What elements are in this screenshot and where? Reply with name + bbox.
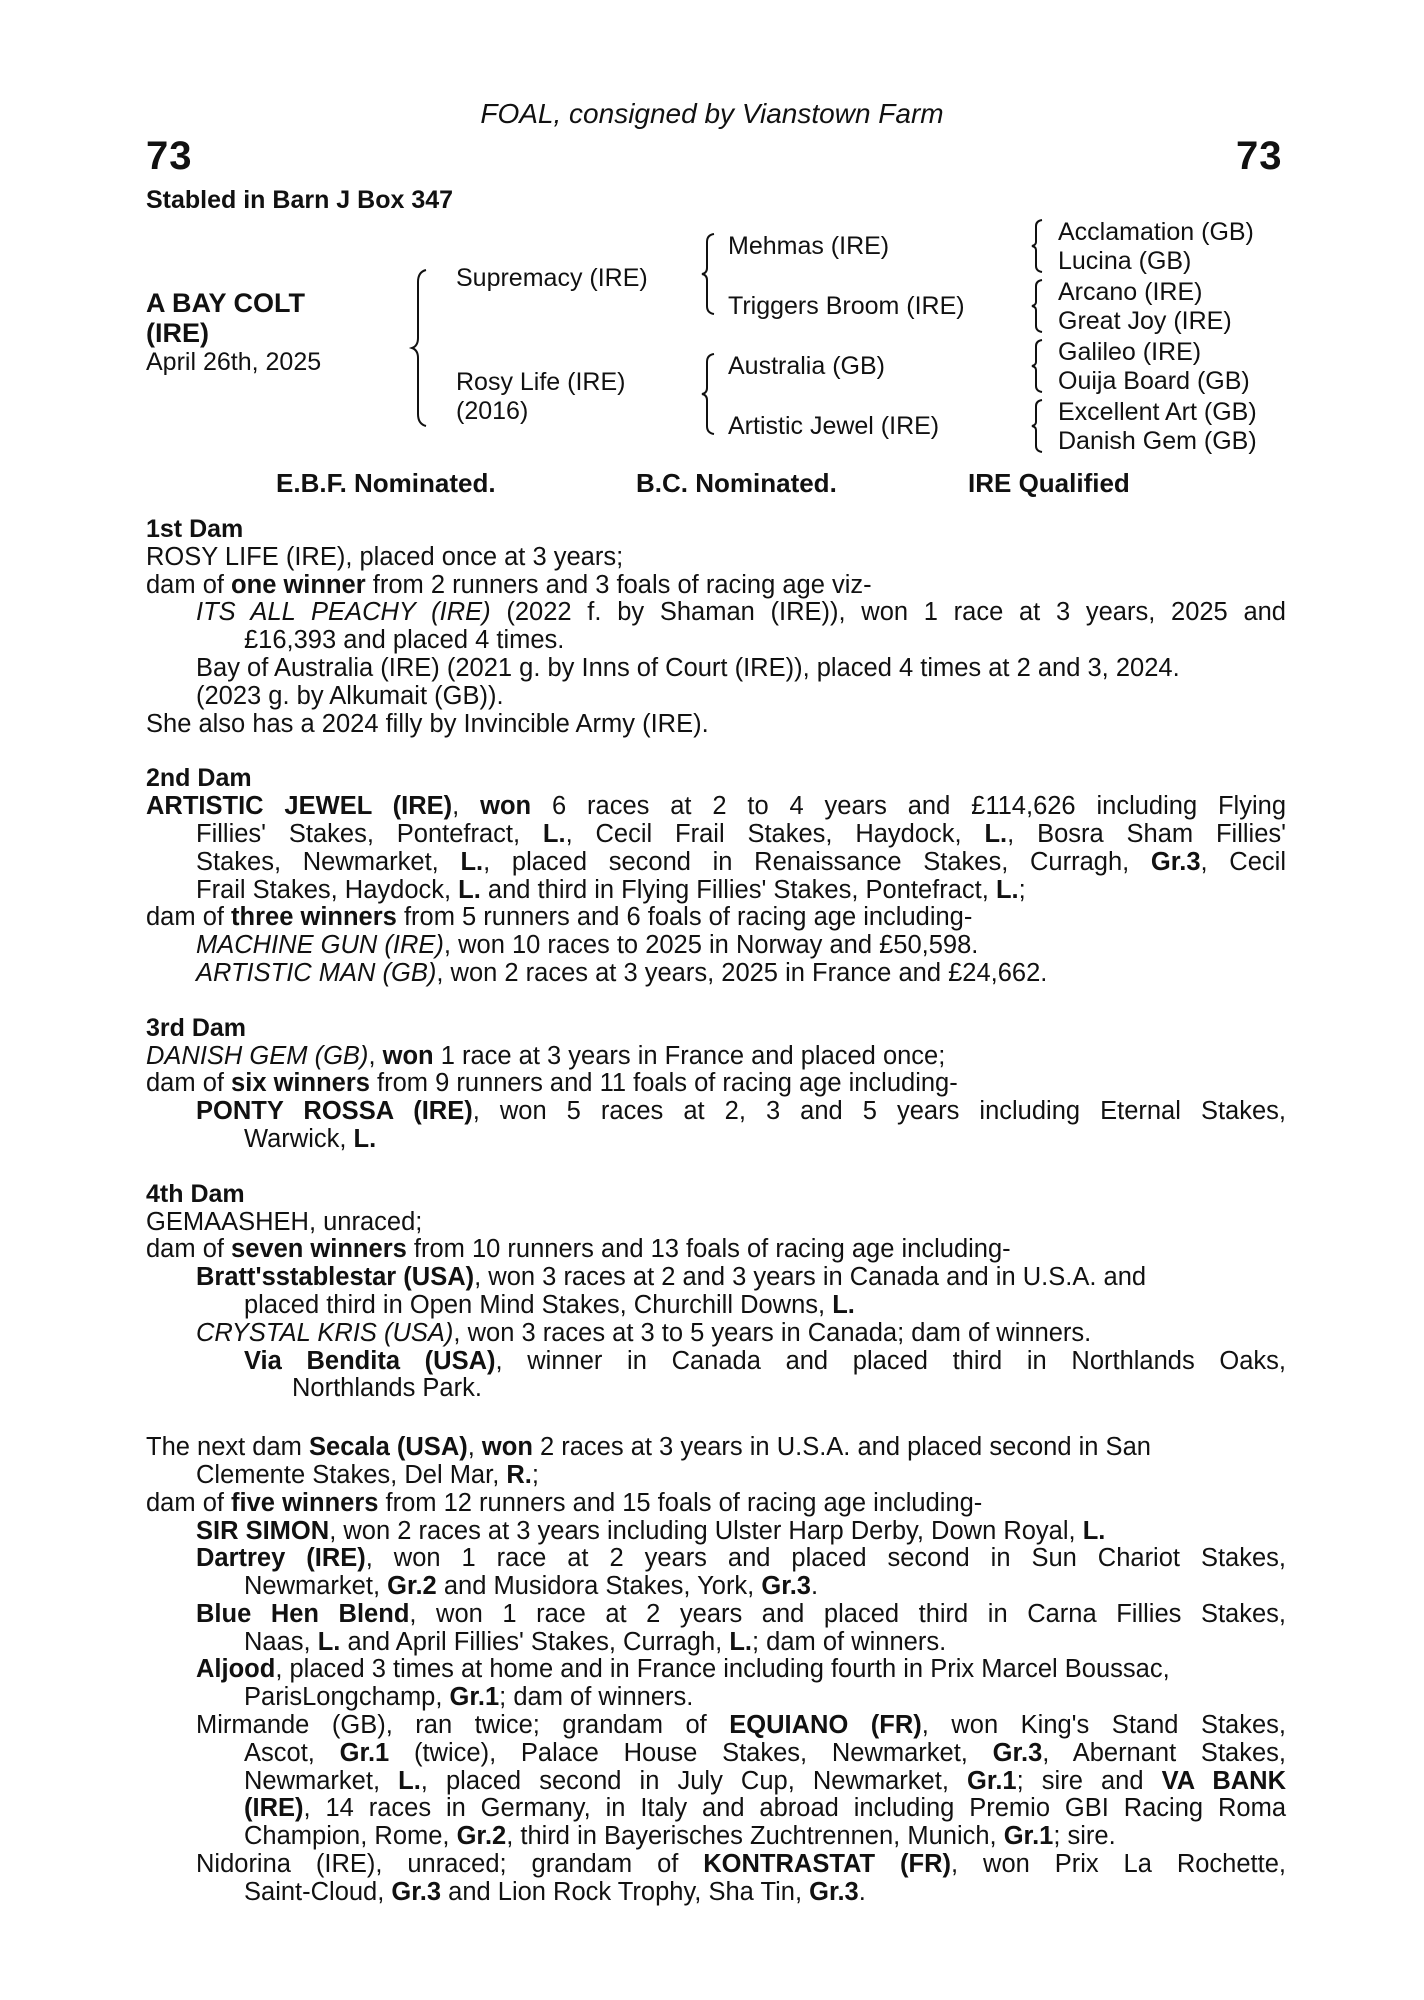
fourth-dam-section bbox=[146, 1181, 1286, 1403]
family-details bbox=[146, 516, 1286, 1907]
text: Gr.3 bbox=[1150, 847, 1201, 876]
text: , bbox=[452, 792, 481, 821]
progeny-entry: (2023 g. by Alkumait (GB)). bbox=[196, 681, 504, 710]
text: , placed second in Renaissance Stakes, Curragh, bbox=[483, 847, 1151, 876]
text: The next dam bbox=[146, 1433, 309, 1462]
text: L. bbox=[984, 819, 1008, 848]
text: . bbox=[810, 1572, 819, 1601]
progeny-name: Aljood bbox=[196, 1655, 276, 1684]
ancestor-g4: Excellent Art (GB) bbox=[1058, 398, 1257, 426]
text: six winners bbox=[231, 1069, 370, 1098]
text: L. bbox=[729, 1627, 752, 1656]
dam-year: (2016) bbox=[456, 397, 529, 425]
text: Frail Stakes, Haydock, bbox=[196, 875, 459, 904]
ancestor-g4: Danish Gem (GB) bbox=[1058, 427, 1257, 455]
progeny-name: Bratt'sstablestar (USA) bbox=[196, 1263, 475, 1292]
text: , won 3 races at 3 to 5 years in Canada; dam of winners. bbox=[453, 1318, 1092, 1347]
text: Gr.1 bbox=[339, 1738, 390, 1767]
text: Gr.2 bbox=[387, 1572, 437, 1601]
text: Newmarket, bbox=[244, 1766, 399, 1795]
sire-dam: Triggers Broom (IRE) bbox=[728, 292, 965, 320]
text: (twice), Palace House Stakes, Newmarket, bbox=[389, 1738, 993, 1767]
text: Gr.2 bbox=[456, 1822, 507, 1851]
progeny-name: Via Bendita (USA) bbox=[244, 1346, 496, 1375]
text: Clemente Stakes, Del Mar, bbox=[196, 1460, 507, 1489]
text: five winners bbox=[231, 1488, 379, 1517]
pedigree-brace-g3-4 bbox=[1030, 398, 1044, 454]
text: , won 10 races to 2025 in Norway and £50,598. bbox=[443, 931, 979, 960]
text: from 12 runners and 15 foals of racing age including- bbox=[378, 1488, 983, 1517]
ancestor-g4: Galileo (IRE) bbox=[1058, 338, 1202, 366]
text: L. bbox=[542, 819, 566, 848]
ancestor-g4: Ouija Board (GB) bbox=[1058, 367, 1250, 395]
dam-name: DANISH GEM (GB) bbox=[146, 1041, 369, 1070]
text: Gr.3 bbox=[992, 1738, 1043, 1767]
pedigree-brace-sire bbox=[700, 232, 716, 316]
text: 1 race at 3 years in France and placed once; bbox=[433, 1041, 946, 1070]
text: . bbox=[858, 1877, 866, 1906]
dam-line: GEMAASHEH, unraced; bbox=[146, 1207, 423, 1236]
dam-line: ROSY LIFE (IRE), placed once at 3 years; bbox=[146, 542, 624, 571]
text: (IRE) bbox=[244, 1794, 304, 1823]
progeny-name: SIR SIMON bbox=[196, 1516, 330, 1545]
text: , third in Bayerisches Zuchtrennen, Munich, bbox=[506, 1822, 1004, 1851]
next-dam-section bbox=[146, 1434, 1286, 1907]
text: Gr.3 bbox=[761, 1572, 811, 1601]
section-heading: 2nd Dam bbox=[146, 764, 252, 793]
dam-dam: Artistic Jewel (IRE) bbox=[728, 412, 940, 440]
text: , 14 races in Germany, in Italy and abroad including Premio GBI Racing Roma bbox=[303, 1794, 1286, 1823]
text: Northlands Park. bbox=[292, 1374, 482, 1403]
text: and April Fillies' Stakes, Curragh, bbox=[340, 1627, 730, 1656]
horse-origin: (IRE) bbox=[146, 318, 209, 348]
progeny-name: EQUIANO (FR) bbox=[729, 1711, 922, 1740]
section-heading: 1st Dam bbox=[146, 515, 244, 543]
text: Fillies' Stakes, Pontefract, bbox=[196, 819, 543, 848]
text: dam of bbox=[146, 570, 232, 599]
text: She also has a 2024 filly by Invincible Army (IRE). bbox=[146, 709, 709, 738]
text: Newmarket, bbox=[244, 1572, 388, 1601]
dam: Rosy Life (IRE) bbox=[456, 368, 626, 396]
third-dam-section bbox=[146, 1015, 1286, 1154]
text: , won 2 races at 3 years including Ulster Harp Derby, Down Royal, bbox=[329, 1516, 1083, 1545]
text: , bbox=[368, 1041, 383, 1070]
progeny-entry: Bay of Australia (IRE) (2021 g. by Inns of Court (IRE)), placed 4 times at 2 and 3, 2024. bbox=[196, 653, 1180, 682]
dam-name: ARTISTIC JEWEL (IRE) bbox=[146, 792, 453, 821]
text: 6 races at 2 to 4 years and £114,626 including Flying bbox=[531, 792, 1287, 821]
text: , won King's Stand Stakes, bbox=[921, 1711, 1286, 1740]
progeny-name: CRYSTAL KRIS (USA) bbox=[196, 1318, 454, 1347]
foaling-date: April 26th, 2025 bbox=[146, 348, 322, 376]
text: ; bbox=[1018, 875, 1026, 904]
text: ; sire and bbox=[1016, 1766, 1162, 1795]
text: dam of bbox=[146, 1069, 232, 1098]
sire-sire: Mehmas (IRE) bbox=[728, 232, 890, 260]
progeny-name: KONTRASTAT (FR) bbox=[703, 1850, 952, 1879]
text: (2022 f. by Shaman (IRE)), won 1 race at 3 years, 2025 and bbox=[490, 598, 1286, 627]
text: L. bbox=[353, 1124, 377, 1153]
ancestor-g4: Arcano (IRE) bbox=[1058, 278, 1203, 306]
text: dam of bbox=[146, 903, 232, 932]
text: Gr.1 bbox=[449, 1683, 500, 1712]
text: , winner in Canada and placed third in Northlands Oaks, bbox=[495, 1346, 1286, 1375]
text: Warwick, bbox=[244, 1124, 354, 1153]
text: ; dam of winners. bbox=[752, 1627, 947, 1656]
second-dam-section bbox=[146, 765, 1286, 987]
text: from 2 runners and 3 foals of racing age viz- bbox=[365, 570, 872, 599]
text: Mirmande (GB), ran twice; grandam of bbox=[196, 1711, 730, 1740]
text: won bbox=[480, 792, 532, 821]
text: Naas, bbox=[244, 1627, 318, 1656]
text: Nidorina (IRE), unraced; grandam of bbox=[196, 1850, 704, 1879]
progeny-name: ITS ALL PEACHY (IRE) bbox=[196, 598, 491, 627]
text: from 9 runners and 11 foals of racing age including- bbox=[369, 1069, 958, 1098]
stabling-location: Stabled in Barn J Box 347 bbox=[146, 186, 454, 214]
text: Gr.3 bbox=[809, 1877, 859, 1906]
first-dam-section bbox=[146, 516, 1286, 738]
text: placed third in Open Mind Stakes, Churchill Downs, bbox=[244, 1290, 833, 1319]
text: ; dam of winners. bbox=[499, 1683, 694, 1712]
text: , won 2 races at 3 years, 2025 in France and £24,662. bbox=[436, 958, 1048, 987]
text: Champion, Rome, bbox=[244, 1822, 457, 1851]
text: , Cecil bbox=[1200, 847, 1286, 876]
text: Gr.1 bbox=[967, 1766, 1017, 1795]
progeny-name: ARTISTIC MAN (GB) bbox=[196, 958, 437, 987]
text: from 10 runners and 13 foals of racing age including- bbox=[406, 1235, 1011, 1264]
text: Saint-Cloud, bbox=[244, 1877, 392, 1906]
text: three winners bbox=[231, 903, 397, 932]
ancestor-g4: Great Joy (IRE) bbox=[1058, 307, 1232, 335]
text: L. bbox=[398, 1766, 421, 1795]
text: , Abernant Stakes, bbox=[1042, 1738, 1286, 1767]
horse-description bbox=[146, 288, 305, 348]
text: 2 races at 3 years in U.S.A. and placed second in San bbox=[532, 1433, 1151, 1462]
pedigree-brace-g3-3 bbox=[1030, 338, 1044, 394]
section-heading: 3rd Dam bbox=[146, 1013, 247, 1042]
text: , won Prix La Rochette, bbox=[951, 1850, 1286, 1879]
pedigree-brace-dam bbox=[700, 352, 716, 436]
text: L. bbox=[995, 875, 1019, 904]
text: one winner bbox=[231, 570, 366, 599]
text: L. bbox=[458, 875, 481, 904]
progeny-name: Blue Hen Blend bbox=[196, 1599, 410, 1628]
pedigree-brace-g3-2 bbox=[1030, 278, 1044, 334]
text: , placed 3 times at home and in France including fourth in Prix Marcel Boussac, bbox=[275, 1655, 1170, 1684]
text: L. bbox=[460, 847, 484, 876]
ire-qualified: IRE Qualified bbox=[968, 468, 1130, 498]
text: , won 3 races at 2 and 3 years in Canada and in U.S.A. and bbox=[474, 1263, 1147, 1292]
ancestor-g4: Acclamation (GB) bbox=[1058, 218, 1254, 246]
text: , placed second in July Cup, Newmarket, bbox=[420, 1766, 967, 1795]
text: ; bbox=[531, 1460, 539, 1489]
text: Gr.3 bbox=[391, 1877, 442, 1906]
text: , won 1 race at 2 years and placed third in Carna Fillies Stakes, bbox=[409, 1599, 1286, 1628]
text: Gr.1 bbox=[1003, 1822, 1054, 1851]
text: , won 1 race at 2 years and placed second in Sun Chariot Stakes, bbox=[365, 1544, 1286, 1573]
progeny-name: Dartrey (IRE) bbox=[196, 1544, 366, 1573]
text: dam of bbox=[146, 1235, 232, 1264]
progeny-name: MACHINE GUN (IRE) bbox=[196, 931, 444, 960]
sire: Supremacy (IRE) bbox=[456, 264, 648, 292]
text: dam of bbox=[146, 1488, 232, 1517]
dam-name: Secala (USA) bbox=[309, 1433, 468, 1462]
text: £16,393 and placed 4 times. bbox=[244, 626, 565, 655]
progeny-name: PONTY ROSSA (IRE) bbox=[196, 1097, 473, 1126]
ancestor-g4: Lucina (GB) bbox=[1058, 247, 1192, 275]
ebf-nomination: E.B.F. Nominated. bbox=[276, 468, 496, 498]
pedigree-brace-main bbox=[410, 268, 430, 428]
text: , Bosra Sham Fillies' bbox=[1007, 819, 1287, 848]
text: ParisLongchamp, bbox=[244, 1683, 450, 1712]
text: , Cecil Frail Stakes, Haydock, bbox=[565, 819, 985, 848]
text: from 5 runners and 6 foals of racing age including- bbox=[396, 903, 973, 932]
text: , bbox=[467, 1433, 482, 1462]
text: L. bbox=[1082, 1516, 1106, 1545]
lot-number-right: 73 bbox=[1236, 134, 1283, 178]
horse-name: A BAY COLT bbox=[146, 288, 306, 318]
text: L. bbox=[832, 1290, 855, 1319]
text: won bbox=[382, 1041, 434, 1070]
text: and Lion Rock Trophy, Sha Tin, bbox=[441, 1877, 810, 1906]
text: R. bbox=[506, 1460, 532, 1489]
text: Stakes, Newmarket, bbox=[196, 847, 461, 876]
text: L. bbox=[317, 1627, 341, 1656]
bc-nomination: B.C. Nominated. bbox=[636, 468, 837, 498]
progeny-name: VA BANK bbox=[1161, 1766, 1286, 1795]
text: , won 5 races at 2, 3 and 5 years including Eternal Stakes, bbox=[472, 1097, 1286, 1126]
pedigree-brace-g3-1 bbox=[1030, 218, 1044, 274]
text: won bbox=[481, 1433, 533, 1462]
text: and third in Flying Fillies' Stakes, Pontefract, bbox=[480, 875, 996, 904]
consignor-line: FOAL, consigned by Vianstown Farm bbox=[480, 98, 944, 129]
lot-number-left: 73 bbox=[146, 134, 193, 178]
text: seven winners bbox=[231, 1235, 407, 1264]
text: Ascot, bbox=[244, 1738, 340, 1767]
text: and Musidora Stakes, York, bbox=[436, 1572, 762, 1601]
dam-sire: Australia (GB) bbox=[728, 352, 885, 380]
text: ; sire. bbox=[1053, 1822, 1116, 1851]
section-heading: 4th Dam bbox=[146, 1179, 245, 1208]
